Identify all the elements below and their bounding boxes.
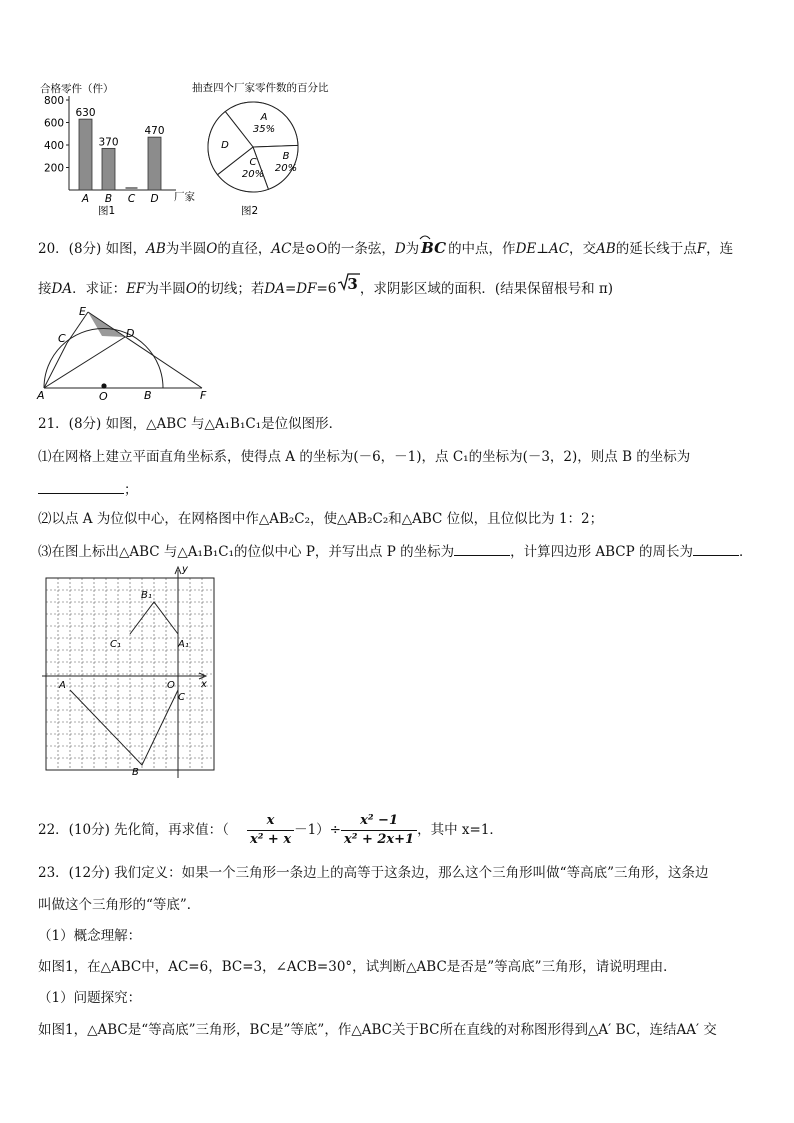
q20-t4: 的直径， (217, 241, 272, 257)
q20-t13: ，交 (569, 241, 597, 257)
sqrt-num: 3 (347, 275, 358, 293)
pie-slice-label: C (249, 157, 257, 168)
q21-line3 (38, 479, 138, 499)
q20-t2: 为半圆 (165, 241, 207, 257)
bar-category-label: C (127, 193, 136, 205)
q23-line1 (38, 864, 708, 882)
q20-l2j: DF (296, 281, 317, 297)
q20-t8: 为 (405, 241, 420, 257)
q20-geometry-figure (36, 306, 216, 402)
sqrt-3 (338, 275, 357, 293)
q20-line1 (38, 239, 733, 258)
bar-chart-ylabel: 合格零件（件） (40, 83, 114, 95)
q20-t16: F (696, 241, 707, 257)
answer-blank-perimeter[interactable] (693, 541, 739, 556)
q21-l3: ； (124, 482, 138, 498)
bar-chart-figure (36, 78, 206, 220)
point-label-A: A (59, 680, 66, 691)
pie-slice-label: B (282, 151, 290, 162)
q20-l2d: EF (126, 281, 146, 297)
pie-chart-title: 抽查四个厂家零件数的百分比 (192, 82, 329, 94)
q23-l3: 如图1，在△ABC中，AC=6，BC=3，∠ACB=30°，试判断△ABC是否是”等高底”三角形，请说明理由． (38, 959, 677, 975)
q20-t1: AB (146, 241, 166, 257)
q21-line2 (38, 448, 690, 466)
label-B: B (144, 389, 152, 402)
q20-t10: DE (515, 241, 537, 257)
q21-l1: 21．(8分) 如图，△ABC 与△A₁B₁C₁是位似图形． (38, 416, 343, 432)
point-label-B1: B₁ (141, 590, 152, 601)
bar-chart-xlabel: 厂家 (174, 191, 195, 203)
segment-ad (44, 337, 125, 388)
arc-bc-text: BC (421, 239, 447, 257)
q20-t17: ，连 (706, 241, 734, 257)
q21-line5 (38, 541, 753, 561)
fraction-2-numerator: x² −1 (341, 813, 417, 831)
fraction-1-numerator: x (247, 813, 294, 831)
bar-chart-tick-label: 800 (43, 95, 64, 107)
q21-line4 (38, 510, 603, 528)
pie-slice-label: D (221, 140, 229, 151)
bar-chart-tick-label: 600 (43, 117, 64, 130)
point-label-B: B (132, 767, 139, 778)
q20-l2i: = (284, 281, 297, 297)
q23-h1: （1）概念理解： (38, 928, 142, 944)
q23-l2: 叫做这个三角形的“等底”． (38, 897, 201, 913)
q20-t12: AC (548, 241, 570, 257)
bar-chart-caption: 图1 (98, 205, 116, 217)
bar-A (79, 119, 92, 190)
q21-grid-figure (40, 562, 218, 784)
answer-blank-b[interactable] (38, 479, 124, 494)
q20-t6: 是⊙O的一条弦， (291, 241, 395, 257)
q20-l2b: DA (51, 281, 73, 297)
pie-chart-caption: 图2 (241, 205, 259, 217)
fraction-2-denominator: x² + 2x+1 (343, 832, 415, 847)
bar-value-label: 470 (144, 125, 165, 138)
label-D: D (126, 327, 135, 340)
q21-l5a: ⑶在图上标出△ABC 与△A₁B₁C₁的位似中心 P，并写出点 P 的坐标为 (38, 544, 455, 560)
q20-l2f: O (185, 281, 197, 297)
label-F: F (200, 389, 207, 402)
q20-l2a: 接 (38, 281, 52, 297)
q20-l2l: ，求阴影区域的面积．(结果保留根号和 π) (359, 281, 614, 297)
bar-category-label: A (81, 193, 90, 205)
bar-D (148, 137, 161, 190)
q23-line3 (38, 927, 141, 945)
label-E: E (79, 306, 86, 318)
q23-line4 (38, 958, 677, 976)
q20-t11: ⊥ (536, 241, 549, 257)
pie-slice-percent: 20% (274, 163, 298, 174)
q20-l2c: ．求证： (72, 281, 127, 297)
q23-l4: 如图1，△ABC是“等高底”三角形，BC是”等底”，作△ABC关于BC所在直线的对称图形得到△A′ BC，连结AA′ 交 (38, 1022, 717, 1038)
q20-line2 (38, 275, 614, 298)
origin-label-O: O (167, 680, 175, 691)
q23-l1: 23．(12分) 我们定义：如果一个三角形一条边上的高等于这条边，那么这个三角形叫做“等高底”三角形，这条边 (38, 865, 709, 881)
q20-number: 20．(8分) 如图， (38, 241, 147, 257)
q22-head: 22．(10分) 先化简，再求值：（ (38, 822, 229, 838)
bar-category-label: D (150, 193, 159, 205)
bar-chart-tick-label: 400 (43, 140, 64, 152)
pie-slice-percent: 20% (241, 169, 265, 180)
axis-label-y: y (182, 564, 188, 575)
q23-line5 (38, 989, 141, 1007)
q22-line (38, 807, 503, 853)
q20-t14: AB (596, 241, 616, 257)
q21-l2: ⑴在网格上建立平面直角坐标系，使得点 A 的坐标为(－6，－1)，点 C₁的坐标为(－3，2)，则点 B 的坐标为 (38, 449, 691, 465)
bar-value-label: 630 (75, 107, 96, 120)
q23-h2: （1）问题探究： (38, 990, 142, 1006)
label-C: C (58, 332, 66, 345)
bar-chart-tick-label: 200 (43, 162, 64, 175)
pie-chart-figure (190, 78, 350, 220)
label-A: A (37, 389, 45, 402)
center-o-dot (101, 383, 106, 388)
q22-tail: ，其中 x=1． (417, 822, 503, 838)
triangle-abc (70, 690, 178, 765)
axis-label-x: x (201, 679, 207, 690)
bar-value-label: 370 (98, 136, 119, 149)
grid (46, 578, 214, 770)
point-label-A1: A₁ (178, 639, 189, 650)
q21-l5c: ． (739, 544, 753, 560)
q21-line1 (38, 415, 342, 433)
q20-t7: D (394, 241, 406, 257)
q20-t9: 的中点，作 (448, 241, 516, 257)
pie-slice-percent: 35% (252, 124, 276, 135)
q20-l2g: 的切线；若 (196, 281, 265, 297)
q20-t15: 的延长线于点 (615, 241, 697, 257)
q20-t5: AC (271, 241, 292, 257)
point-label-C1: C₁ (110, 639, 121, 650)
fraction-2 (341, 813, 417, 848)
q21-l5b: ，计算四边形 ABCP 的周长为 (510, 544, 694, 560)
q20-l2h: DA (264, 281, 285, 297)
q21-l4: ⑵以点 A 为位似中心，在网格图中作△AB₂C₂，使△AB₂C₂和△ABC 位似，且位似比为 1：2； (38, 511, 604, 527)
q20-t3: O (206, 241, 218, 257)
q20-l2k: =6 (316, 281, 337, 297)
sqrt-sign-icon (338, 273, 360, 291)
point-label-C: C (178, 692, 185, 703)
pie-slice-label: A (260, 112, 268, 123)
q22-minus-one: －1）÷ (294, 822, 341, 838)
fraction-1 (247, 813, 294, 848)
arc-bc (421, 239, 446, 257)
bar-category-label: B (104, 193, 113, 205)
bar-B (102, 148, 115, 190)
q23-line6 (38, 1021, 717, 1039)
answer-blank-p[interactable] (454, 541, 510, 556)
q23-line2 (38, 896, 200, 914)
fraction-1-denominator: x² + x (249, 832, 292, 847)
q20-l2e: 为半圆 (145, 281, 186, 297)
label-O: O (99, 390, 108, 402)
arc-mark-icon (419, 233, 431, 240)
